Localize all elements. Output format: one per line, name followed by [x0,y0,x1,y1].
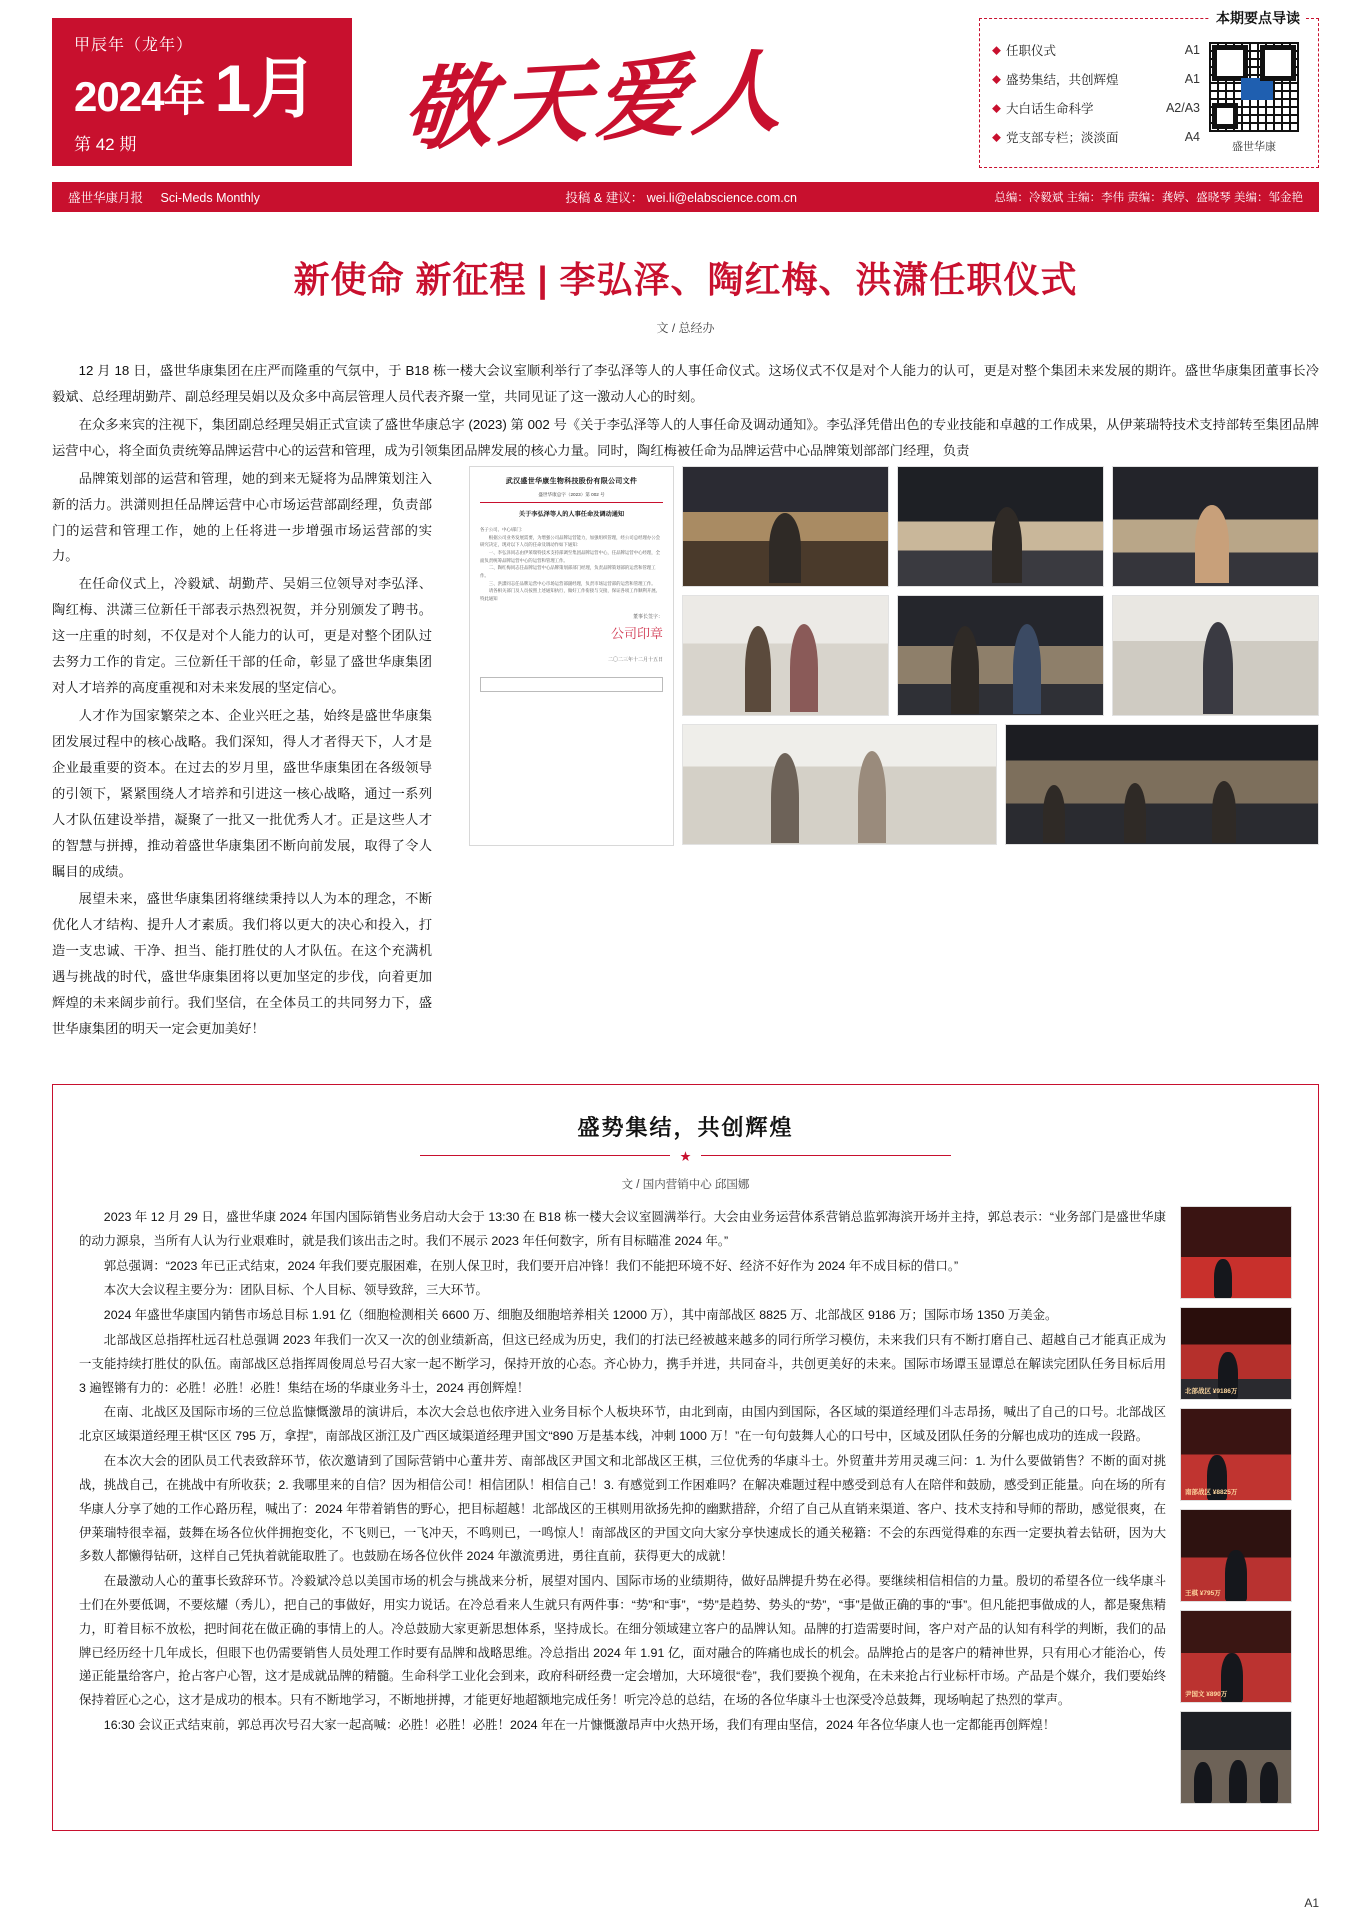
doc-recipient: 各子公司、中心/部门： [480,526,526,532]
list-item-label: 任职仪式 [1006,44,1057,58]
certificate-award-photo-1 [682,595,889,716]
diamond-bullet-icon: ◆ [992,74,1002,85]
south-region-target-photo [1180,1408,1292,1501]
lunar-year-label: 甲辰年（龙年） [74,37,194,54]
diamond-bullet-icon: ◆ [992,45,1002,56]
doc-notice-label: 特此通知 [480,596,498,602]
submission-info [368,188,994,206]
article1-paragraph: 12 月 18 日，盛世华康集团在庄严而隆重的气氛中，于 B18 栋一楼大会议室顺利举行了李弘泽等人的人事任命仪式。这场仪式不仅是对个人能力的认可，更是对整个集团未来发展的期许。盛世华康集团董事长冷毅斌、总经理胡勤芹、副总经理吴娟以及众多中高层管理人员代表齐聚一堂，共同见证了这一激动人心的时刻。 [52,363,1319,404]
appointment-document-scan [469,466,674,846]
diamond-bullet-icon: ◆ [992,132,1002,143]
article1-media [469,466,1319,846]
nameplate [352,18,979,166]
ceremony-speech-photo [682,466,889,587]
page-title: 新使命 新征程 | 李弘泽、陶红梅、洪潇任职仪式 [293,259,1078,300]
doc-item-2: 二、陶红梅同志任品牌运营中心品牌策划部部门经理，负责品牌策划部的运营和管理工作。 [480,565,656,579]
audience-applause-photo [1180,1711,1292,1804]
article2-title: 盛势集结，共创辉煌 [577,1114,794,1140]
article1-paragraph: 在众多来宾的注视下，集团副总经理吴娟正式宣读了盛世华康总字 (2023) 第 002 号《关于李弘泽等人的人事任命及调动通知》。李弘泽凭借出色的专业技能和卓越的工作成果，从伊莱瑞特技术支持部转至集团品牌运营中心，将全面负责统筹品牌运营中心的运营和管理，成为引领集团品牌发展的核心力量。同时，陶红梅被任命为品牌运营中心品牌策划部部门经理，负责 [52,416,1319,458]
list-item-page: A4 [1184,130,1200,144]
month-label: 1月 [214,51,318,125]
kickoff-stage-photo [1180,1206,1292,1299]
photo-caption: 尹国文 ¥890万 [1185,1690,1228,1698]
article2-paragraph: 在南、北战区及国际市场的三位总监慷慨激昂的演讲后，本次大会总也依序进入业务目标个人板块环节，由北到南，由国内到国际，各区域的渠道经理们斗志昂扬，喊出了自己的口号。北部战区北京区域渠道经理王棋“区区 795 万，拿捏”，南部战区浙江及广西区域渠道经理尹国文“890 万是基本线，冲刺 1000 万！”在一句句鼓舞人心的口号中，区域及团队任务的分解也成功的连成一段路。 [79,1405,1166,1444]
article2-text [79,1206,1166,1804]
list-item-page: A2/A3 [1165,101,1200,115]
doc-item-3: 三、洪潇同志任品牌运营中心市场运营部副经理，负责市场运营部的运营和管理工作。 [488,580,656,586]
year-label: 2024年 [74,73,205,120]
title-rule [79,1148,1292,1164]
publication-name-cn: 盛世华康月报 [68,191,144,205]
doc-signer: 董事长签字： [632,613,663,620]
article1 [52,358,1319,1044]
list-item-page: A1 [1184,43,1200,57]
submission-email[interactable]: wei.li@elabscience.com.cn [646,191,797,205]
highlights-list [992,35,1200,157]
doc-stamp: 公司印章 [610,626,663,642]
diamond-bullet-icon: ◆ [992,103,1002,114]
speaker-wangqi-photo [1180,1509,1292,1602]
list-item-page: A1 [1184,72,1200,86]
doc-title: 关于李弘泽等人的人事任命及调动通知 [518,510,625,518]
publication-info-bar [52,182,1319,212]
article2-paragraph: 北部战区总指挥杜远召杜总强调 2023 年我们一次又一次的创业绩新高，但这已经成为历史，我们的打法已经被越来越多的同行所学习模仿，未来我们只有不断打磨自己、超越自己才能真正成为一支能持续打胜仗的队伍。南部战区总指挥周俊周总号召大家一起不断学习，保持开放的心态。齐心协力，携手并进，共同奋斗，共创更美好的未来。国际市场谭玉显谭总在解读完团队任务目标后用 3 遍铿锵有力的：必胜！必胜！必胜！集结在场的华康业务斗士，2024 再创辉煌！ [79,1333,1166,1395]
date-block [52,18,352,166]
doc-number: 盛世华康总字（2023）第 002 号 [538,491,605,497]
editorial-credits: 总编：冷毅斌 主编：李伟 责编：龚婷、盛晓琴 美编：邹金艳 [994,192,1303,204]
article1-byline: 文 / 总经办 [656,321,715,335]
article1-paragraph: 在任命仪式上，冷毅斌、胡勤芹、吴娟三位领导对李弘泽、陶红梅、洪潇三位新任干部表示热烈祝贺，并分别颁发了聘书。这一庄重的时刻，不仅是对个人能力的认可，更是对整个团队过去努力工作的肯定。三位新任干部的任命，彰显了盛世华康集团对人才培养的高度重视和对未来发展的坚定信心。 [52,576,432,696]
photo-caption: 北部战区 ¥9186万 [1185,1387,1238,1395]
doc-footer-box [480,677,663,692]
qr-caption: 盛世华康 [1232,141,1276,153]
article2-photo-column [1180,1206,1292,1804]
list-item-label: 党支部专栏；淡淡面 [1006,131,1119,145]
submission-label: 投稿 & 建议： [565,191,644,205]
list-item-label: 盛势集结，共创辉煌 [1006,73,1119,87]
publication-name [68,188,368,206]
doc-item-1: 一、李弘泽同志由伊莱瑞特技术支持部调至集团品牌运营中心，任品牌运营中心经理，全面负责统筹品牌运营中心的运营和管理工作。 [480,549,661,563]
list-item[interactable] [992,70,1200,88]
ceremony-appointee-photo [1112,466,1319,587]
article1-paragraph: 人才作为国家繁荣之本、企业兴旺之基，始终是盛世华康集团发展过程中的核心战略。我们深知，得人才者得天下，人才是企业最重要的资本。在过去的岁月里，盛世华康集团在各级领导的引领下，紧紧围绕人才培养和引进这一核心战略，通过一系列人才队伍建设举措，凝聚了一批又一批优秀人才。正是这些人才的智慧与拼搏，推动着盛世华康集团不断向前发展，取得了令人瞩目的成绩。 [52,707,432,879]
speaker-yinguowen-photo [1180,1610,1292,1703]
article2-paragraph: 16:30 会议正式结束前，郭总再次号召大家一起高喊：必胜！必胜！必胜！2024 年在一片慷慨激昂声中火热开场，我们有理由坚信，2024 年各位华康人也一定都能再创辉煌！ [103,1718,1056,1733]
certificate-award-photo-2 [897,595,1104,716]
list-item[interactable] [992,99,1200,117]
article2-paragraph: 在最激动人心的董事长致辞环节。冷毅斌冷总以美国市场的机会与挑战来分析，展望对国内、国际市场的业绩期待，做好品牌提升势在必得。要继续相信相信的力量。殷切的希望各位一线华康斗士们在外要低调，不要炫耀（秀儿），把自己的事做好，用实力说话。在冷总看来人生就只有两件事：“势”和“事”，“势”是趋势、势头的“势”，“事”是做正确的事的“事”。但凡能把事做成的人，都是聚焦精力，盯着目标不放松，把时间花在做正确的事情上的人。冷总鼓励大家更新思想体系，坚持成长。在细分领域建立客户的品牌认知。品牌的打造需要时间，客户对产品的认知有科学的判断，我们的品牌已经历经十几年成长，但眼下也仍需要销售人员处理工作时要有品牌和战略思维。冷总指出 2024 年 1.91 亿，面对融合的阵痛也成长的机会。品牌抢占的是客户的精神世界，只有用心才能治心，传递正能量给客户，抢占客户心智，这才是成就品牌的精髓。生命科学工业化会到来，政府科研经费一定会增加，大环境很“卷”，我们要换个视角，在未来抢占行业标杆市场。产品是个媒介，我们要始终保持着匠心之心，这才是成功的根本。只有不断地学习，不断地拼搏，才能更好地超额地完成任务！听完冷总的总结，在场的各位华康斗士也深受冷总鼓舞，现场响起了热烈的掌声。 [79,1574,1166,1708]
article2-paragraph: 在本次大会的团队员工代表致辞环节，依次邀请到了国际营销中心董井芳、南部战区尹国文和北部战区王棋，三位优秀的华康斗士。外贸董井芳用灵魂三问：1. 为什么要做销售？不断的面对挑战，挑战自己，在挑战中有所收获；2. 我哪里来的自信？因为相信公司！相信团队！相信自己！3. 有感觉到工作困难吗？在解决难题过程中感受到总有人在陪伴和鼓励，感受到正能量。向在场的所有华康人分享了她的工作心路历程，喊出了：2024 年带着销售的野心，把目标超越！北部战区的王棋则用欲扬先抑的幽默措辞，介绍了自己从直销来渠道、客户、技术支持和导师的帮助，感觉很爽，在伊莱瑞特很幸福，鼓舞在场各位伙伴拥抱变化，不飞则已，一飞冲天，不鸣则已，一鸣惊人！南部战区的尹国文向大家分享快速成长的通关秘籍：不会的东西觉得难的东西一定要执着去钻研，因为大多数人都懒得钻研，这样自己凭执着就能取胜了。也鼓励在场各位伙伴 2024 年激流勇进，勇往直前，获得更大的成就！ [79,1454,1166,1564]
photo-caption: 南部战区 ¥8825万 [1185,1488,1238,1496]
qr-code-icon[interactable] [1206,39,1302,135]
doc-date: 二〇二三年十二月十五日 [607,657,663,664]
doc-body: 根据公司业务发展需要，为增强公司品牌运营能力，加强组织管理，经公司总经理办公会研究决定，现对以下人员的任命及调动作如下通知： [480,534,661,548]
certificate-award-photo-3 [1112,595,1319,716]
article1-left-column [52,466,432,1044]
article2-paragraph: 2023 年 12 月 29 日，盛世华康 2024 年国内国际销售业务启动大会于 13:30 在 B18 栋一楼大会议室圆满举行。大会由业务运营体系营销总监郭海滨开场并主持，郭总表示：“业务部门是盛世华康的动力源泉，当所有人认为行业艰难时，就是我们该出击之时。我们不展示 2023 年任何数字，所有目标瞄准 2024 年。” [79,1209,1166,1248]
article2-paragraph: 本次大会议程主要分为：团队目标、个人目标、领导致辞，三大环节。 [103,1283,488,1298]
doc-company: 武汉盛世华康生物科技股份有限公司文件 [505,477,638,485]
audience-photo [1005,724,1320,845]
nameplate-title: 敬天爱人 [399,38,792,164]
list-item-label: 大白话生命科学 [1006,102,1094,116]
publication-name-en: Sci-Meds Monthly [160,191,260,205]
doc-item-4: 请各相关部门及人员按照上述通知执行，做好工作衔接与交接，保证各项工作顺利开展。 [488,588,661,594]
article1-paragraph: 品牌策划部的运营和管理，她的到来无疑将为品牌策划注入新的活力。洪潇则担任品牌运营中心市场运营部副经理，负责部门的运营和管理工作，她的上任将进一步增强市场运营部的实力。 [52,470,432,564]
qr-area [1200,35,1308,157]
certificate-award-photo-4 [682,724,997,845]
list-item[interactable] [992,128,1200,146]
highlights-box [979,10,1319,168]
article2-paragraph: 2024 年盛世华康国内销售市场总目标 1.91 亿（细胞检测相关 6600 万、细胞及细胞培养相关 12000 万），其中南部战区 8825 万、北部战区 9186 万；国际市场 1350 万美金。 [103,1308,1058,1323]
issue-number-label: 第 42 期 [74,135,137,154]
article2 [52,1084,1319,1831]
photo-caption: 王棋 ¥795万 [1185,1589,1221,1597]
ceremony-reading-photo [897,466,1104,587]
masthead [52,0,1319,168]
article2-byline: 文 / 国内营销中心 邱国娜 [621,1178,750,1191]
article1-photo-grid [682,466,1319,846]
article2-paragraph: 郭总强调：“2023 年已正式结束，2024 年我们要克服困难，在别人保卫时，我们要开启冲锋！我们不能把环境不好、经济不好作为 2024 年不成目标的借口。” [103,1258,959,1273]
article1-paragraph: 展望未来，盛世华康集团将继续秉持以人为本的理念，不断优化人才结构、提升人才素质。我们将以更大的决心和投入，打造一支忠诚、干净、担当、能打胜仗的人才队伍。在这个充满机遇与挑战的时代，盛世华康集团将以更加坚定的步伐，向着更加辉煌的未来阔步前行。我们坚信，在全体员工的共同努力下，盛世华康集团的明天一定会更加美好！ [52,891,432,1037]
star-icon: ★ [680,1150,691,1163]
north-region-target-photo [1180,1307,1292,1400]
page-folio: A1 [1304,1896,1319,1910]
list-item[interactable] [992,41,1200,59]
highlights-title: 本期要点导读 [1210,8,1306,28]
